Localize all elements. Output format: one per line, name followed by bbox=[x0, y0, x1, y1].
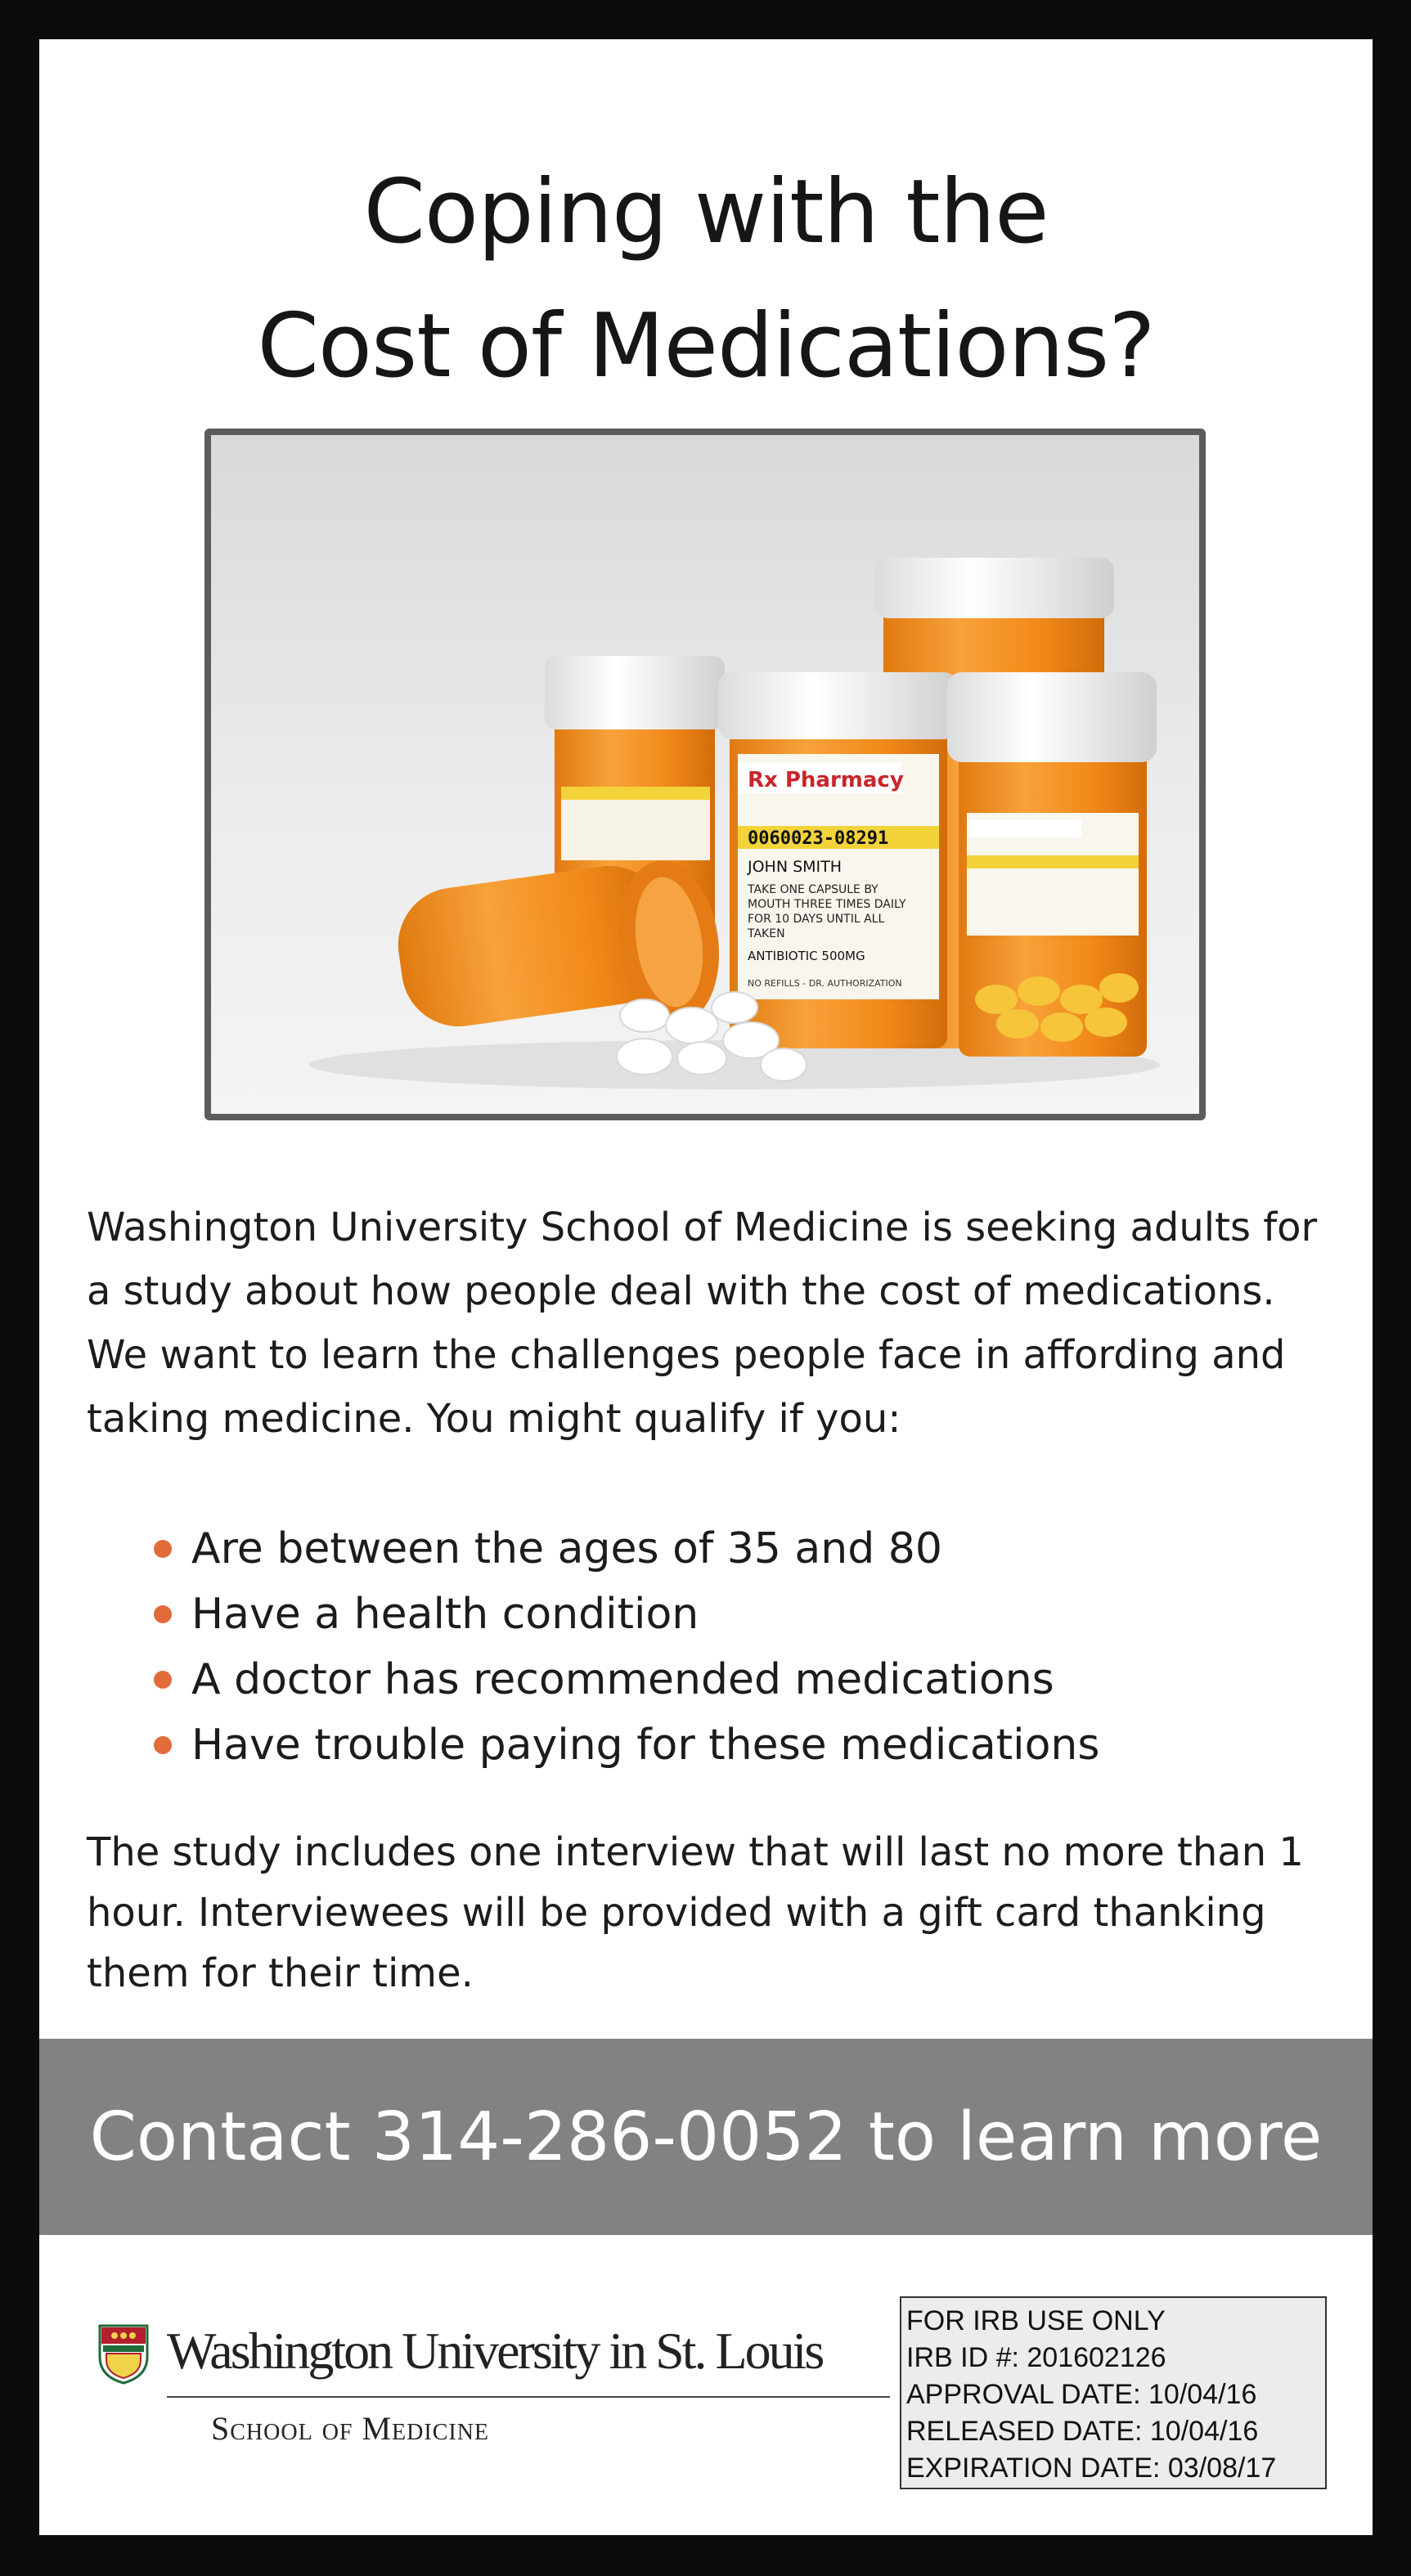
label-rx-number: 0060023-08291 bbox=[748, 828, 889, 849]
label-instructions-3: FOR 10 DAYS UNTIL ALL bbox=[748, 913, 885, 926]
irb-stamp bbox=[900, 2296, 1327, 2489]
headline bbox=[39, 146, 1373, 414]
eligibility-item bbox=[154, 1647, 1299, 1712]
label-instructions-1: TAKE ONE CAPSULE BY bbox=[748, 883, 879, 896]
label-drug: ANTIBIOTIC 500MG bbox=[748, 949, 865, 963]
logo-divider bbox=[167, 2396, 890, 2398]
irb-approval-date: APPROVAL DATE: 10/04/16 bbox=[906, 2379, 1257, 2410]
eligibility-item bbox=[154, 1516, 1299, 1582]
irb-released-date: RELEASED DATE: 10/04/16 bbox=[906, 2416, 1259, 2447]
headline-line-1: Coping with the bbox=[363, 161, 1049, 263]
contact-banner bbox=[39, 2039, 1373, 2235]
study-description: Washington University School of Medicine is seeking adults for a study about how people deal with the cost of medications. We want to learn the challenges people face in affording and taking medicine. You might qualify if you: bbox=[87, 1205, 1318, 1442]
bullet-dot-icon bbox=[154, 1736, 172, 1754]
bullet-dot-icon bbox=[154, 1540, 172, 1558]
study-details: The study includes one interview that will last no more than 1 hour. Interviewees will be provided with a gift card thanking them for their time. bbox=[87, 1829, 1304, 1996]
bullet-dot-icon bbox=[154, 1605, 172, 1623]
university-logo bbox=[98, 2321, 892, 2468]
school-name: School of Medicine bbox=[211, 2410, 490, 2447]
label-refills: NO REFILLS - DR. AUTHORIZATION bbox=[748, 978, 902, 989]
bottle-center bbox=[718, 672, 957, 1048]
eligibility-text: Have trouble paying for these medications bbox=[191, 1721, 1100, 1770]
label-pharmacy: Rx Pharmacy bbox=[748, 768, 904, 792]
label-instructions-2: MOUTH THREE TIMES DAILY bbox=[748, 898, 906, 911]
bottle-tipped bbox=[391, 855, 730, 1034]
irb-expiration-date: EXPIRATION DATE: 03/08/17 bbox=[906, 2453, 1277, 2484]
bullet-dot-icon bbox=[154, 1671, 172, 1689]
eligibility-text: A doctor has recommended medications bbox=[191, 1655, 1054, 1704]
label-instructions-4: TAKEN bbox=[748, 927, 785, 940]
university-name: Washington University in St. Louis bbox=[167, 2322, 823, 2380]
bottle-right bbox=[947, 672, 1157, 1057]
label-patient: JOHN SMITH bbox=[748, 858, 843, 876]
eligibility-item bbox=[154, 1712, 1299, 1778]
medication-bottles-photo bbox=[204, 429, 1206, 1120]
flyer bbox=[39, 39, 1373, 2535]
contact-text: Contact 314-286-0052 to learn more bbox=[89, 2098, 1323, 2176]
eligibility-text: Have a health condition bbox=[191, 1590, 699, 1639]
eligibility-text: Are between the ages of 35 and 80 bbox=[191, 1524, 942, 1573]
headline-line-2: Cost of Medications? bbox=[257, 295, 1155, 397]
eligibility-list bbox=[154, 1516, 1299, 1778]
eligibility-item bbox=[154, 1582, 1299, 1647]
irb-id: IRB ID #: 201602126 bbox=[906, 2342, 1166, 2373]
irb-line: FOR IRB USE ONLY bbox=[906, 2305, 1166, 2336]
university-crest-icon bbox=[98, 2324, 149, 2385]
pill-bottles-illustration bbox=[211, 435, 1199, 1114]
